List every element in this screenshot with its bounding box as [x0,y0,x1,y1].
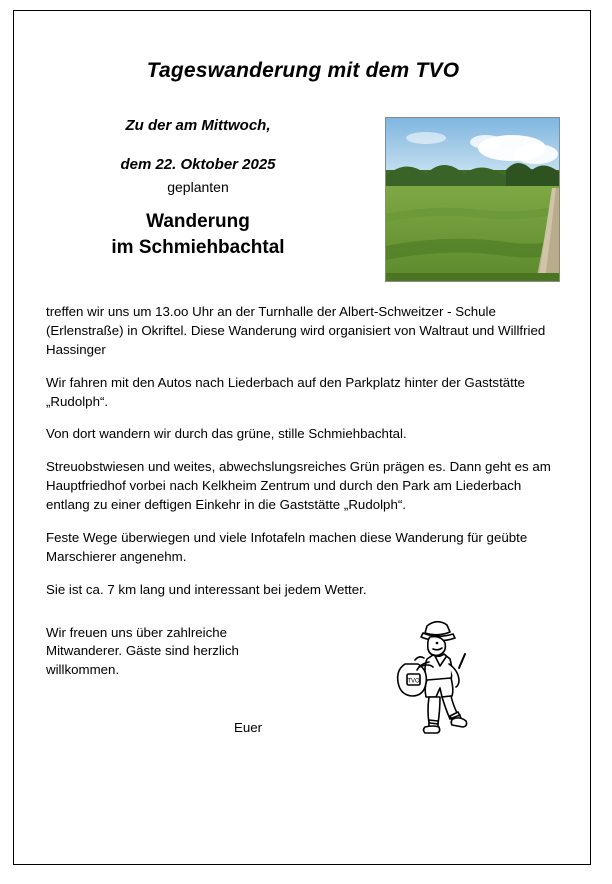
document-content [46,37,560,754]
paragraph-transport: Wir fahren mit den Autos nach Liederbach auf den Parkplatz hinter der Gaststätte „Rudolph“. [46,374,525,409]
paragraph-route-detail: Streuobstwiesen und weites, abwechslungsreiches Grün prägen es. Dann geht es am Hauptfriedhof vorbei nach Kelkheim Zentrum und durch den Park am Liederbach entlang zu einer deftigen Einkehr in die Gaststätte „Rudolph“. [46,459,551,512]
page-title: Tageswanderung mit dem TVO [146,59,460,82]
body-paragraphs [46,303,560,600]
paragraph-route-start: Von dort wandern wir durch das grüne, stille Schmiehbachtal. [46,426,407,442]
event-date: dem 22. Oktober 2025 [120,156,276,173]
closing-text: Wir freuen uns über zahlreiche Mitwanderer. Gäste sind herzlich willkommen. [46,624,239,678]
paragraph-distance: Sie ist ca. 7 km lang und interessant bei jedem Wetter. [46,581,367,597]
meadow-path-photo [385,117,560,282]
paragraph-meeting: treffen wir uns um 13.oo Uhr an der Turnhalle der Albert-Schweitzer - Schule (Erlenstraße) in Okriftel. Diese Wanderung wird organisiert von Waltraut und Willfried Hassinger [46,304,546,357]
header-block [46,117,560,283]
closing-block [46,624,560,754]
header-text-group [46,117,346,260]
event-hike-name: Wanderung im Schmiehbachtal [111,211,285,258]
paragraph-paths: Feste Wege überwiegen und viele Infotafeln machen diese Wanderung für geübte Marschierer angenehm. [46,529,528,564]
event-planned-label: geplanten [167,179,229,195]
event-intro-line: Zu der am Mittwoch, [125,117,271,134]
signoff: Euer [234,720,263,736]
backpack-label: TVO [407,678,420,684]
document-page [13,10,591,865]
hiker-clipart [375,612,485,750]
